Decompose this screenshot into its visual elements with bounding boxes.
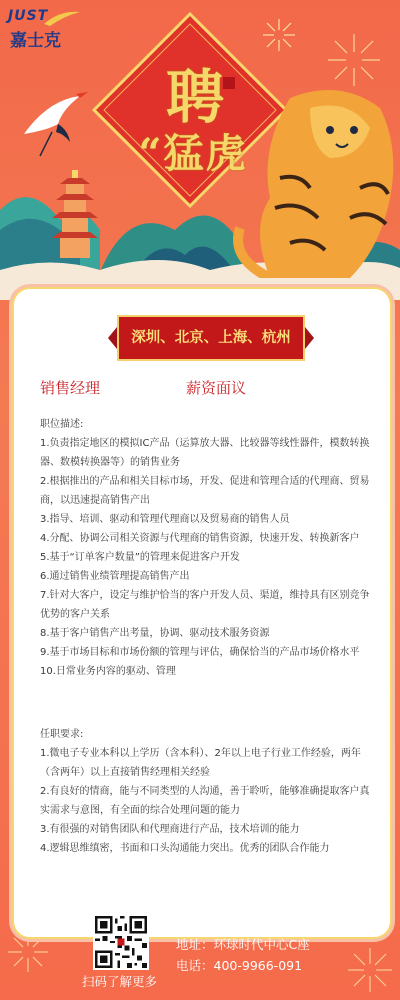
qr-caption: 扫码了解更多 [82,974,158,989]
duty-item: 6.通过销售业绩管理提高销售产出 [40,571,190,582]
duty-item: 10.日常业务内容的驱动、管理 [40,666,176,677]
header-title: 聘 [165,63,224,131]
duty-item: 4.分配、协调公司相关资源与代理商的销售资源，快速开发、转换新客户 [40,533,360,544]
requirement-item: 3.有很强的对销售团队和代理商进行产品，技术培训的能力 [40,824,300,835]
address: 地址：环球时代中心C座 [176,937,310,952]
phone-number[interactable]: 电话：400-9966-091 [176,958,303,973]
company-logo [8,8,88,51]
banner-tip-left [108,327,117,349]
duty-item: 5.基于“订单客户数量”的管理来促进客户开发 [40,552,240,563]
duty-item: 3.指导、培训、驱动和管理代理商以及贸易商的销售人员 [40,514,290,525]
qr-code-icon [95,916,147,968]
job-title: 销售经理 [40,379,101,397]
logo-chinese: 嘉士克 [10,31,61,51]
city-banner: 深圳、北京、上海、杭州 [117,315,305,361]
tiger-illustration [230,78,400,278]
banner-tip-right [305,327,314,349]
qr-code[interactable] [93,914,149,970]
pagoda-icon [52,170,98,258]
duty-item: 7.针对大客户，设定与维护恰当的客户开发人员、渠道，维持具有区别竞争优势的客户关系 [40,590,370,620]
job-duties [40,415,370,681]
requirements-heading: 任职要求: [40,729,84,740]
header-subtitle: “猛虎 [138,130,248,177]
crane-icon [18,90,90,160]
salary: 薪资面议 [186,379,247,397]
job-requirements [40,725,370,858]
firework-icon [346,946,394,994]
job-card [12,287,392,939]
duty-item: 9.基于市场目标和市场份额的管理与评估，确保恰当的产品市场价格水平 [40,647,360,658]
requirement-item: 4.逻辑思维缜密，书面和口头沟通能力突出。优秀的团队合作能力 [40,843,330,854]
logo-english: JUST [8,8,49,24]
duty-item: 8.基于客户销售产出考量，协调、驱动技术服务资源 [40,628,270,639]
duties-heading: 职位描述: [40,419,84,430]
duty-item: 1.负责指定地区的模拟IC产品（运算放大器、比较器等线性器件，模数转换器、数模转换器等）的销售业务 [40,438,370,468]
duty-item: 2.根据推出的产品和相关目标市场，开发、促进和管理合适的代理商、贸易商，以迅速提高销售产出 [40,476,370,506]
requirement-item: 1.微电子专业本科以上学历（含本科）、2年以上电子行业工作经验，两年（含两年）以上直接销售经理相关经验 [40,748,361,778]
requirement-item: 2.有良好的情商，能与不同类型的人沟通，善于聆听，能够准确提取客户真实需求与意图，有全面的综合处理问题的能力 [40,786,370,816]
